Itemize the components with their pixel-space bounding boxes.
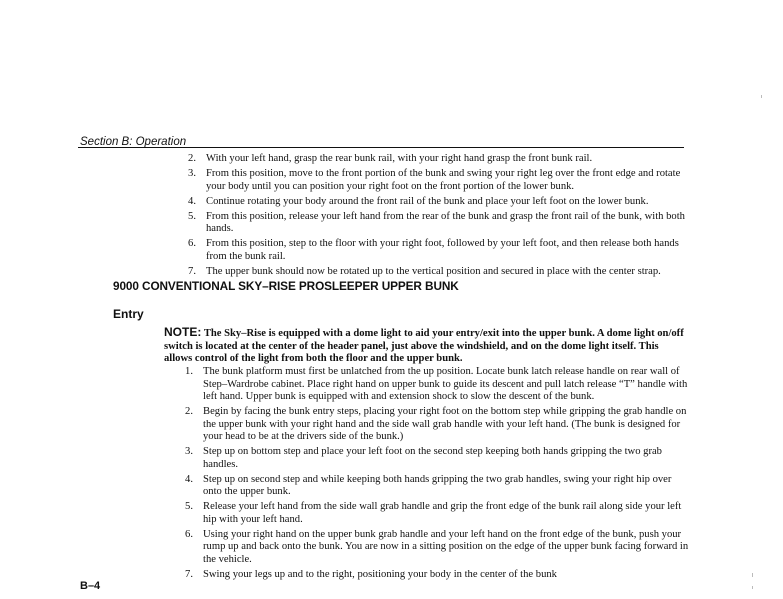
step-number: 5. [185,501,193,513]
step-number: 4. [185,473,193,485]
step-number: 4. [188,195,196,207]
step-number: 7. [185,569,193,581]
step-text: Step up on second step and while keeping both hands gripping the two grab handles, swing your right hip over onto the upper bunk. [203,473,672,498]
entry-steps-list [175,366,690,584]
step-text: From this position, step to the floor with your right foot, followed by your left foot, and then release both hands from the bunk rail. [206,238,679,262]
step-number: 5. [188,210,196,222]
subsection-title: Entry [113,307,144,321]
step-number: 3. [188,168,196,180]
list-item [175,529,690,567]
list-item [178,211,690,236]
step-number: 1. [185,366,193,377]
list-item [175,569,690,582]
step-number: 2. [188,153,196,164]
step-text: Step up on bottom step and place your left foot on the second step keeping both hands gripping the two grab handles. [203,446,662,470]
list-item [175,446,690,471]
step-text: Swing your legs up and to the right, positioning your body in the center of the bunk [203,569,557,581]
step-text: The upper bunk should now be rotated up to the vertical position and secured in place with the center strap. [206,265,661,277]
exit-steps-list [178,153,690,281]
step-number: 6. [185,528,193,540]
list-item [178,196,690,209]
scan-speck [752,573,753,577]
header-rule [78,147,684,148]
step-number: 7. [188,265,196,277]
step-number: 2. [185,406,193,418]
step-text: Release your left hand from the side wall grab handle and grip the front edge of the bunk rail along side your left hip with your left hand. [203,501,682,525]
list-item [178,266,690,279]
step-text: From this position, move to the front portion of the bunk and swing your right leg over the front edge and rotate your body until you can position your right foot on the front portion of the lower bunk. [206,168,681,192]
step-text: Begin by facing the bunk entry steps, placing your right foot on the bottom step while gripping the grab handle on the upper bunk with your right hand and the side wall grab handle with your left hand. (The bunk is designed for your head to be at the drivers side of the bunk.) [203,406,687,443]
scan-speck [752,586,753,589]
list-item [175,501,690,526]
list-item [175,366,690,404]
section-title: 9000 CONVENTIONAL SKY–RISE PROSLEEPER UPPER BUNK [113,279,459,293]
list-item [178,153,690,166]
section-header: Section B: Operation [80,136,187,148]
step-text: The bunk platform must first be unlatched from the up position. Locate bunk latch release handle on rear wall of Step–Wardrobe cabinet. Place right hand on upper bunk to guide its descent and pull latch release “T” handle with left hand. Upper bunk is equipped with and extension shock to slow the descent of the bunk. [203,366,688,402]
scan-speck [761,95,762,98]
note-block [164,326,688,366]
step-text: Continue rotating your body around the front rail of the bunk and place your left foot on the lower bunk. [206,195,649,207]
step-text: Using your right hand on the upper bunk grab handle and your left hand on the front edge of the bunk, push your rump up and back onto the bunk. You are now in a sitting position on the edge of the upper bunk facing forward in the vehicle. [203,528,689,565]
list-item [175,406,690,444]
page-number: B–4 [80,580,101,592]
list-item [175,474,690,499]
list-item [178,168,690,193]
step-text: From this position, release your left hand from the rear of the bunk and grasp the front rail of the bunk, with both hands. [206,210,685,235]
note-text: The Sky–Rise is equipped with a dome light to aid your entry/exit into the upper bunk. A dome light on/off switch is located at the center of the header panel, just above the windshield, and on the dome light itself. This allows control of the light from both the floor and the upper bunk. [164,328,684,364]
step-number: 6. [188,238,196,250]
list-item [178,238,690,263]
step-number: 3. [185,446,193,458]
note-label: NOTE: [164,325,202,339]
step-text: With your left hand, grasp the rear bunk rail, with your right hand grasp the front bunk rail. [206,153,593,164]
